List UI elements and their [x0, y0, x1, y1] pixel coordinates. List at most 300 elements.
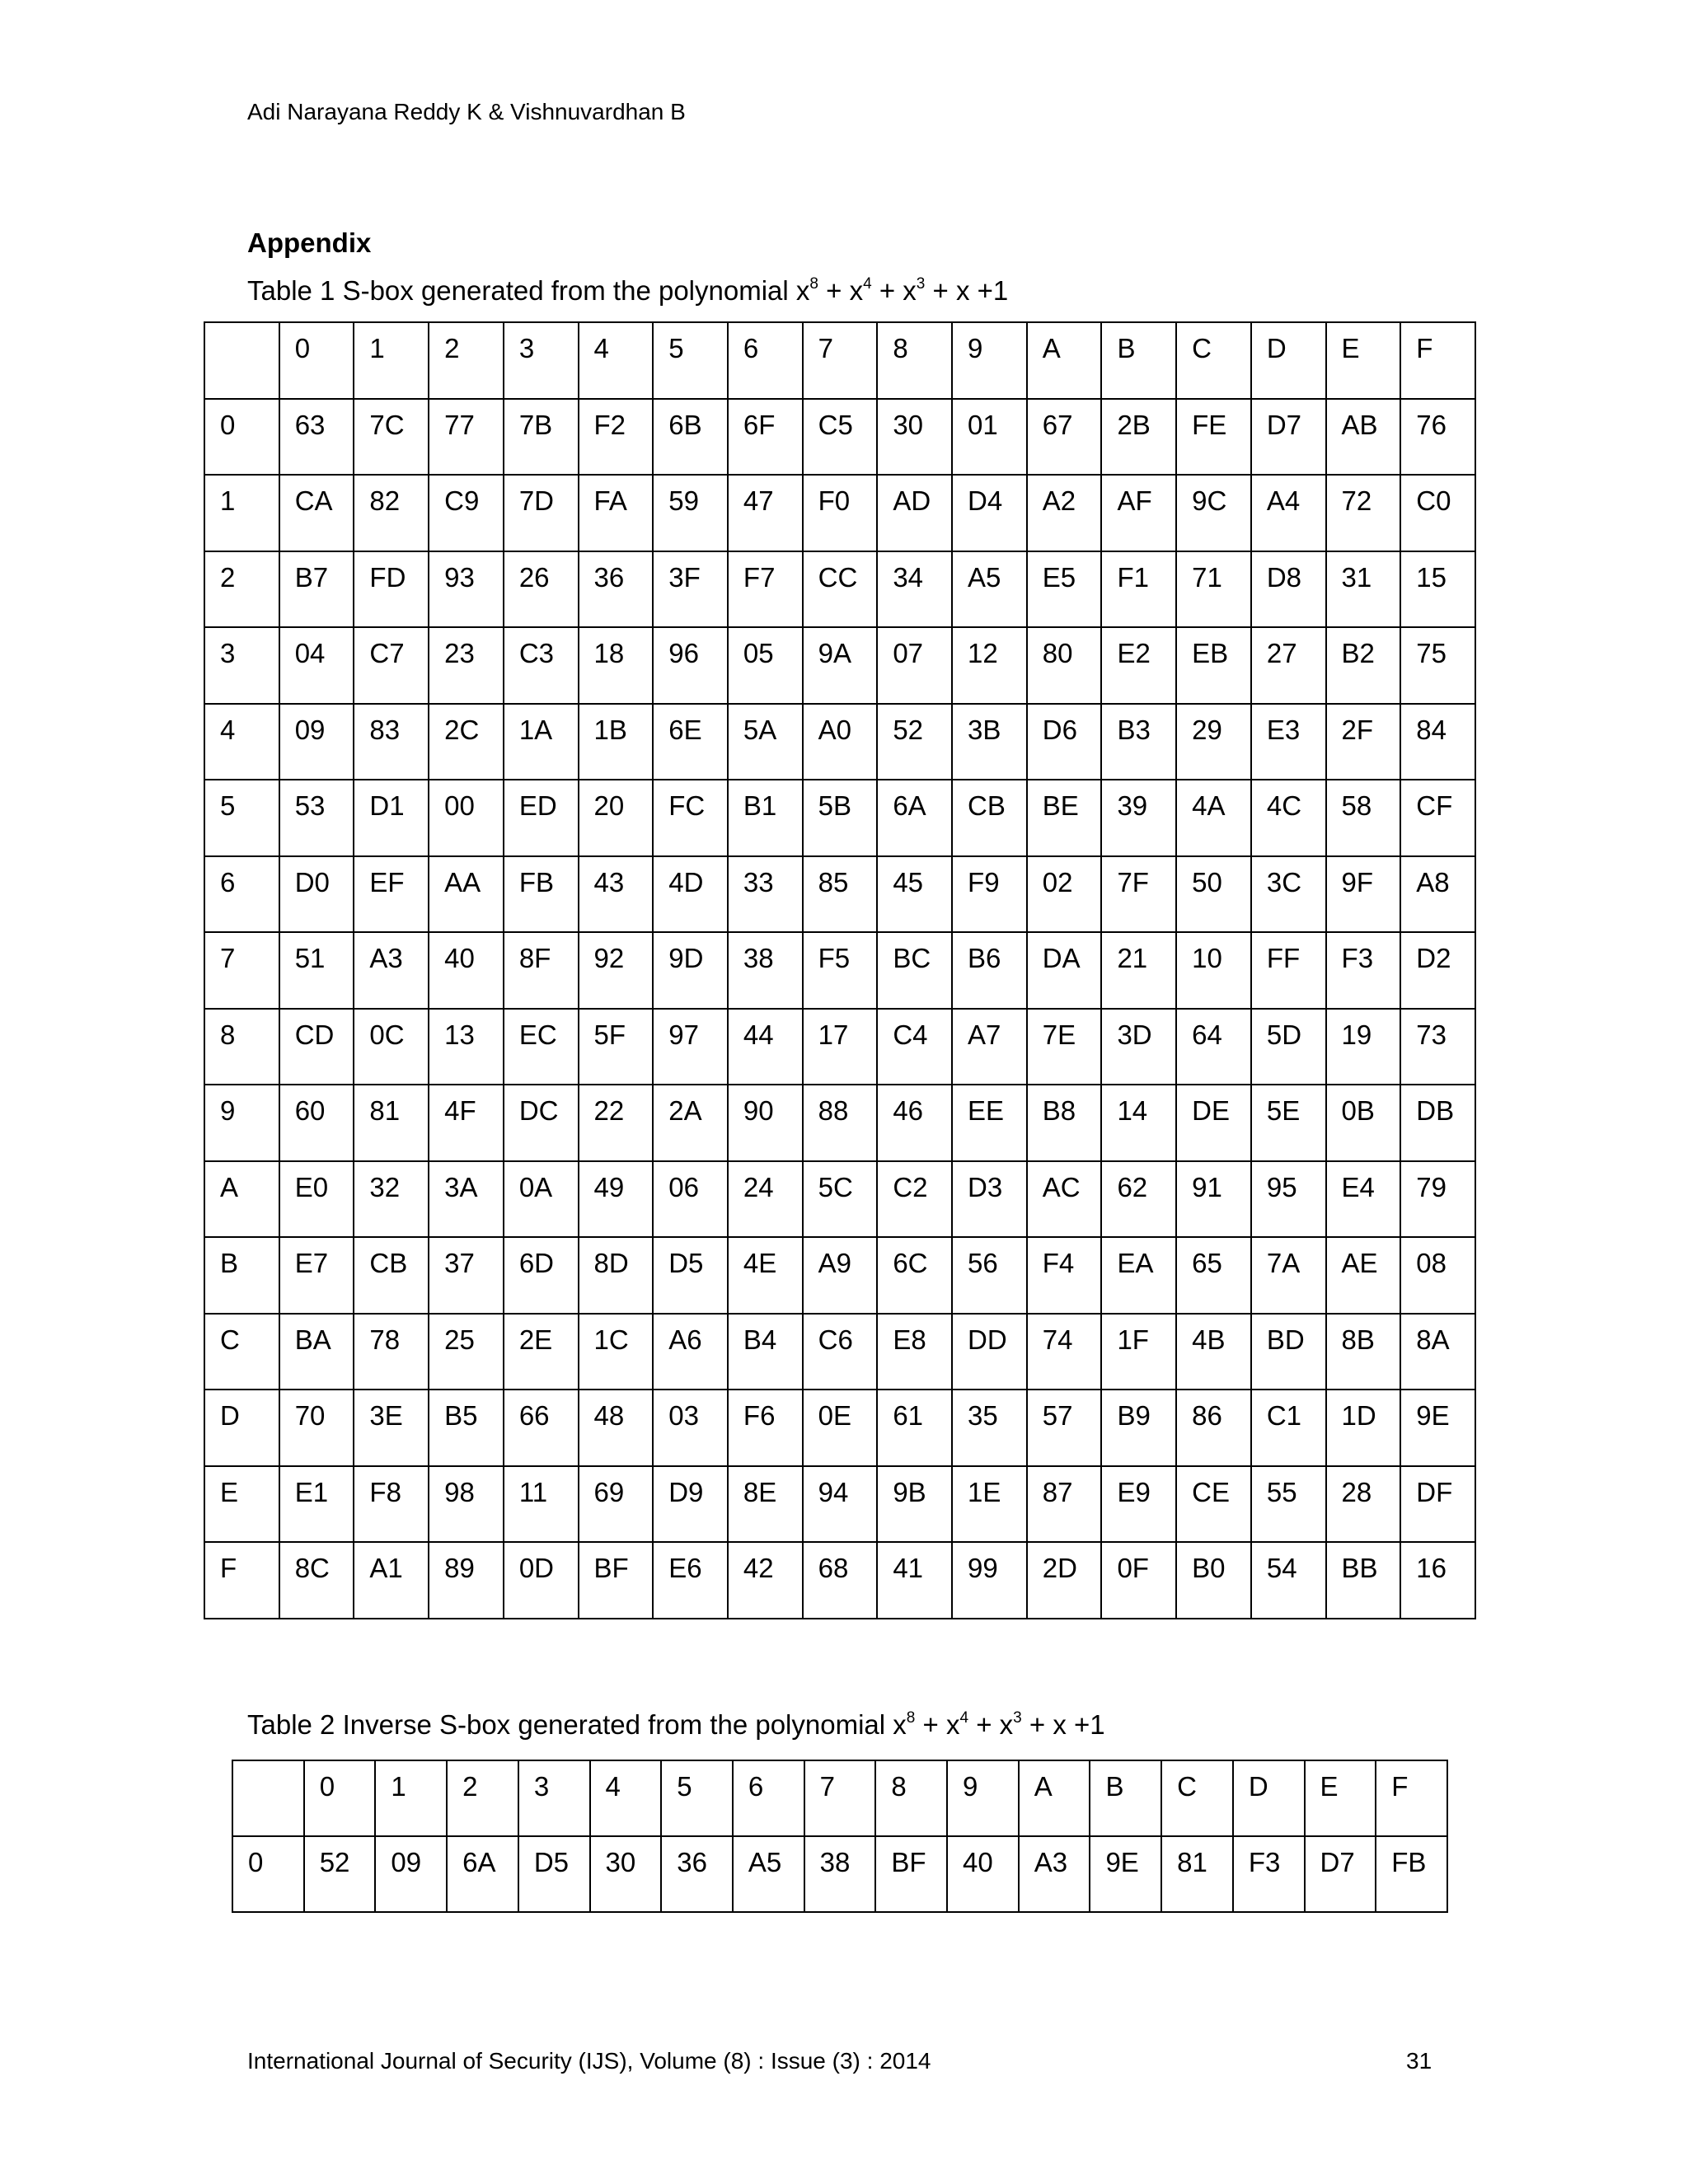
table-cell: E2 — [1101, 627, 1176, 704]
table-cell: 4F — [429, 1085, 504, 1161]
table-cell: 50 — [1176, 856, 1251, 933]
table-cell: 6D — [504, 1237, 579, 1314]
table-cell: BC — [877, 932, 952, 1009]
table-cell: 3C — [1251, 856, 1326, 933]
table-cell: D9 — [653, 1466, 728, 1543]
table-cell: B2 — [1326, 627, 1401, 704]
row-header-cell: B — [204, 1237, 279, 1314]
table-cell: 9E — [1090, 1836, 1161, 1912]
column-header-cell: D — [1233, 1760, 1305, 1836]
polynomial-operator: + x +1 — [1021, 1709, 1105, 1740]
column-header-cell: C — [1176, 322, 1251, 399]
table-cell: 6E — [653, 704, 728, 780]
table-cell: 07 — [877, 627, 952, 704]
table-cell: 06 — [653, 1161, 728, 1238]
table-cell: 52 — [877, 704, 952, 780]
table-row — [204, 1237, 1475, 1314]
table-cell: 13 — [429, 1009, 504, 1085]
column-header-cell: 8 — [875, 1760, 947, 1836]
table-cell: 36 — [661, 1836, 733, 1912]
section-heading-appendix: Appendix — [247, 227, 372, 258]
table-cell: 2C — [429, 704, 504, 780]
table-cell: 74 — [1027, 1314, 1102, 1390]
table-cell: 12 — [952, 627, 1027, 704]
inverse-sbox-table-header — [232, 1760, 1447, 1836]
table-cell: 09 — [279, 704, 354, 780]
row-header-cell: 3 — [204, 627, 279, 704]
inverse-sbox-header-row — [232, 1760, 1447, 1836]
column-header-cell: F — [1400, 322, 1475, 399]
table-cell: 22 — [579, 1085, 654, 1161]
table-cell: B1 — [728, 780, 803, 856]
table-cell: 3D — [1101, 1009, 1176, 1085]
table-cell: 81 — [1161, 1836, 1233, 1912]
table-cell: C0 — [1400, 475, 1475, 551]
table-cell: EC — [504, 1009, 579, 1085]
table-cell: E5 — [1027, 551, 1102, 628]
table-cell: 36 — [579, 551, 654, 628]
table-cell: 08 — [1400, 1237, 1475, 1314]
table-cell: 1A — [504, 704, 579, 780]
table-cell: C4 — [877, 1009, 952, 1085]
table-cell: 46 — [877, 1085, 952, 1161]
table-cell: BA — [279, 1314, 354, 1390]
table-cell: FD — [354, 551, 429, 628]
table-cell: 99 — [952, 1542, 1027, 1619]
table-cell: 3F — [653, 551, 728, 628]
table-cell: DF — [1400, 1466, 1475, 1543]
table-cell: AC — [1027, 1161, 1102, 1238]
table-cell: BF — [579, 1542, 654, 1619]
table-row — [204, 1542, 1475, 1619]
table-cell: B7 — [279, 551, 354, 628]
row-header-cell: 5 — [204, 780, 279, 856]
column-header-cell: A — [1019, 1760, 1090, 1836]
row-header-cell: 0 — [232, 1836, 304, 1912]
table-cell: 57 — [1027, 1390, 1102, 1466]
polynomial-term-base: x — [795, 275, 810, 306]
table-cell: F3 — [1233, 1836, 1305, 1912]
table-cell: 1F — [1101, 1314, 1176, 1390]
polynomial-operator: + — [818, 275, 850, 306]
table-cell: 02 — [1027, 856, 1102, 933]
table-cell: 56 — [952, 1237, 1027, 1314]
table-cell: D6 — [1027, 704, 1102, 780]
table-cell: CC — [803, 551, 878, 628]
table-cell: 97 — [653, 1009, 728, 1085]
table-cell: A7 — [952, 1009, 1027, 1085]
table-cell: D5 — [653, 1237, 728, 1314]
table-cell: 78 — [354, 1314, 429, 1390]
table-cell: EB — [1176, 627, 1251, 704]
column-header-cell: 5 — [653, 322, 728, 399]
table-cell: B8 — [1027, 1085, 1102, 1161]
column-header-cell: 5 — [661, 1760, 733, 1836]
table-row — [204, 1085, 1475, 1161]
table-2-caption-text: Table 2 Inverse S-box generated from the polynomial — [247, 1709, 893, 1740]
table-cell: 23 — [429, 627, 504, 704]
table-cell: 4C — [1251, 780, 1326, 856]
table-cell: AF — [1101, 475, 1176, 551]
table-row — [204, 1466, 1475, 1543]
table-cell: DD — [952, 1314, 1027, 1390]
table-cell: C1 — [1251, 1390, 1326, 1466]
table-cell: AA — [429, 856, 504, 933]
table-cell: DA — [1027, 932, 1102, 1009]
table-cell: 26 — [504, 551, 579, 628]
table-cell: 87 — [1027, 1466, 1102, 1543]
column-header-cell: 3 — [518, 1760, 590, 1836]
table-cell: 29 — [1176, 704, 1251, 780]
table-cell: CA — [279, 475, 354, 551]
row-header-cell: 1 — [204, 475, 279, 551]
table-cell: E0 — [279, 1161, 354, 1238]
table-cell: D5 — [518, 1836, 590, 1912]
table-cell: 66 — [504, 1390, 579, 1466]
table-cell: 7D — [504, 475, 579, 551]
column-header-cell: 1 — [375, 1760, 447, 1836]
table-cell: 7B — [504, 399, 579, 476]
row-header-cell: C — [204, 1314, 279, 1390]
table-cell: 25 — [429, 1314, 504, 1390]
table-cell: D1 — [354, 780, 429, 856]
table-cell: EA — [1101, 1237, 1176, 1314]
table-cell: 01 — [952, 399, 1027, 476]
table-cell: FB — [504, 856, 579, 933]
column-header-cell: 6 — [733, 1760, 804, 1836]
table-cell: 62 — [1101, 1161, 1176, 1238]
table-cell: 6A — [877, 780, 952, 856]
table-row — [204, 780, 1475, 856]
table-cell: D0 — [279, 856, 354, 933]
table-cell: 61 — [877, 1390, 952, 1466]
table-cell: EF — [354, 856, 429, 933]
table-cell: 59 — [653, 475, 728, 551]
table-cell: 64 — [1176, 1009, 1251, 1085]
table-cell: 0F — [1101, 1542, 1176, 1619]
table-cell: DB — [1400, 1085, 1475, 1161]
table-cell: A3 — [354, 932, 429, 1009]
table-cell: 93 — [429, 551, 504, 628]
table-cell: C2 — [877, 1161, 952, 1238]
sbox-table — [204, 321, 1476, 1619]
table-cell: B6 — [952, 932, 1027, 1009]
table-cell: 14 — [1101, 1085, 1176, 1161]
table-cell: 55 — [1251, 1466, 1326, 1543]
table-cell: 5F — [579, 1009, 654, 1085]
table-cell: E4 — [1326, 1161, 1401, 1238]
table-cell: 9F — [1326, 856, 1401, 933]
table-cell: 65 — [1176, 1237, 1251, 1314]
table-cell: 34 — [877, 551, 952, 628]
table-cell: C3 — [504, 627, 579, 704]
table-cell: 90 — [728, 1085, 803, 1161]
table-cell: 58 — [1326, 780, 1401, 856]
table-cell: 0C — [354, 1009, 429, 1085]
table-cell: D2 — [1400, 932, 1475, 1009]
table-cell: BB — [1326, 1542, 1401, 1619]
column-header-cell: E — [1305, 1760, 1376, 1836]
table-cell: 28 — [1326, 1466, 1401, 1543]
table-cell: 84 — [1400, 704, 1475, 780]
table-cell: B5 — [429, 1390, 504, 1466]
table-cell: 4A — [1176, 780, 1251, 856]
table-cell: 44 — [728, 1009, 803, 1085]
column-header-cell: 3 — [504, 322, 579, 399]
column-header-cell: 7 — [803, 322, 878, 399]
table-cell: 91 — [1176, 1161, 1251, 1238]
table-cell: 94 — [803, 1466, 878, 1543]
table-cell: E6 — [653, 1542, 728, 1619]
table-cell: 49 — [579, 1161, 654, 1238]
table-cell: 67 — [1027, 399, 1102, 476]
table-cell: A6 — [653, 1314, 728, 1390]
table-cell: 5B — [803, 780, 878, 856]
table-cell: FC — [653, 780, 728, 856]
table-cell: CB — [952, 780, 1027, 856]
table-cell: 24 — [728, 1161, 803, 1238]
table-cell: D7 — [1251, 399, 1326, 476]
table-cell: 6A — [447, 1836, 518, 1912]
table-cell: C5 — [803, 399, 878, 476]
table-cell: E9 — [1101, 1466, 1176, 1543]
table-cell: 9A — [803, 627, 878, 704]
table-cell: B9 — [1101, 1390, 1176, 1466]
table-row — [204, 475, 1475, 551]
table-cell: 40 — [947, 1836, 1019, 1912]
column-header-cell: E — [1326, 322, 1401, 399]
table-row — [204, 704, 1475, 780]
table-cell: E7 — [279, 1237, 354, 1314]
column-header-cell: 1 — [354, 322, 429, 399]
table-cell: F1 — [1101, 551, 1176, 628]
table-row — [204, 399, 1475, 476]
table-cell: 0E — [803, 1390, 878, 1466]
table-cell: F5 — [803, 932, 878, 1009]
table-cell: 4E — [728, 1237, 803, 1314]
row-header-cell: 6 — [204, 856, 279, 933]
table-cell: 20 — [579, 780, 654, 856]
table-cell: 92 — [579, 932, 654, 1009]
polynomial-operator: + — [915, 1709, 946, 1740]
table-cell: CF — [1400, 780, 1475, 856]
table-cell: 8C — [279, 1542, 354, 1619]
polynomial-term-exponent: 8 — [809, 275, 818, 293]
table-cell: 98 — [429, 1466, 504, 1543]
table-cell: 6F — [728, 399, 803, 476]
table-cell: 21 — [1101, 932, 1176, 1009]
table-cell: DC — [504, 1085, 579, 1161]
table-cell: F2 — [579, 399, 654, 476]
table-cell: 40 — [429, 932, 504, 1009]
table-cell: F8 — [354, 1466, 429, 1543]
table-cell: 41 — [877, 1542, 952, 1619]
table-cell: 39 — [1101, 780, 1176, 856]
column-header-cell: 4 — [590, 1760, 662, 1836]
table-cell: 04 — [279, 627, 354, 704]
table-cell: 0D — [504, 1542, 579, 1619]
table-cell: B0 — [1176, 1542, 1251, 1619]
corner-header-cell — [204, 322, 279, 399]
table-cell: A0 — [803, 704, 878, 780]
table-cell: 52 — [304, 1836, 376, 1912]
table-cell: 60 — [279, 1085, 354, 1161]
column-header-cell: 0 — [304, 1760, 376, 1836]
column-header-cell: B — [1090, 1760, 1161, 1836]
table-cell: 54 — [1251, 1542, 1326, 1619]
table-cell: 8F — [504, 932, 579, 1009]
table-cell: 31 — [1326, 551, 1401, 628]
table-cell: 1E — [952, 1466, 1027, 1543]
column-header-cell: 2 — [429, 322, 504, 399]
table-cell: 3B — [952, 704, 1027, 780]
table-cell: FA — [579, 475, 654, 551]
table-cell: 75 — [1400, 627, 1475, 704]
column-header-cell: 9 — [947, 1760, 1019, 1836]
table-cell: 73 — [1400, 1009, 1475, 1085]
column-header-cell: 6 — [728, 322, 803, 399]
polynomial-term-exponent: 8 — [906, 1709, 916, 1727]
table-cell: 17 — [803, 1009, 878, 1085]
table-cell: BE — [1027, 780, 1102, 856]
table-cell: 18 — [579, 627, 654, 704]
table-row — [204, 1390, 1475, 1466]
table-cell: A3 — [1019, 1836, 1090, 1912]
row-header-cell: 9 — [204, 1085, 279, 1161]
table-cell: D7 — [1305, 1836, 1376, 1912]
table-cell: 00 — [429, 780, 504, 856]
table-cell: 15 — [1400, 551, 1475, 628]
column-header-cell: 8 — [877, 322, 952, 399]
table-cell: 30 — [590, 1836, 662, 1912]
row-header-cell: 0 — [204, 399, 279, 476]
table-cell: ED — [504, 780, 579, 856]
table-cell: 1B — [579, 704, 654, 780]
table-cell: 9D — [653, 932, 728, 1009]
row-header-cell: F — [204, 1542, 279, 1619]
table-cell: A9 — [803, 1237, 878, 1314]
table-cell: 16 — [1400, 1542, 1475, 1619]
table-cell: 77 — [429, 399, 504, 476]
table-1-polynomial — [796, 275, 1008, 306]
table-cell: AB — [1326, 399, 1401, 476]
table-cell: 63 — [279, 399, 354, 476]
table-cell: A2 — [1027, 475, 1102, 551]
table-cell: B4 — [728, 1314, 803, 1390]
table-cell: 81 — [354, 1085, 429, 1161]
table-cell: 83 — [354, 704, 429, 780]
table-cell: D3 — [952, 1161, 1027, 1238]
table-cell: 4B — [1176, 1314, 1251, 1390]
column-header-cell: 4 — [579, 322, 654, 399]
column-header-cell: B — [1101, 322, 1176, 399]
table-cell: F0 — [803, 475, 878, 551]
column-header-cell: 7 — [804, 1760, 876, 1836]
table-cell: C9 — [429, 475, 504, 551]
table-cell: 6B — [653, 399, 728, 476]
table-cell: 05 — [728, 627, 803, 704]
table-cell: 3A — [429, 1161, 504, 1238]
table-cell: 6C — [877, 1237, 952, 1314]
table-cell: 03 — [653, 1390, 728, 1466]
table-cell: 1D — [1326, 1390, 1401, 1466]
table-cell: 8A — [1400, 1314, 1475, 1390]
table-row — [204, 627, 1475, 704]
table-cell: 5E — [1251, 1085, 1326, 1161]
table-cell: 9C — [1176, 475, 1251, 551]
table-cell: 96 — [653, 627, 728, 704]
table-cell: BD — [1251, 1314, 1326, 1390]
table-cell: 0B — [1326, 1085, 1401, 1161]
table-cell: 82 — [354, 475, 429, 551]
table-cell: F3 — [1326, 932, 1401, 1009]
table-cell: 51 — [279, 932, 354, 1009]
table-row — [204, 1314, 1475, 1390]
table-row — [232, 1836, 1447, 1912]
polynomial-operator: + x +1 — [925, 275, 1009, 306]
polynomial-term-exponent: 3 — [1013, 1709, 1022, 1727]
page-number: 31 — [1406, 2048, 1432, 2074]
polynomial-term-exponent: 4 — [863, 275, 872, 293]
table-1-caption — [247, 275, 1008, 307]
table-cell: 09 — [375, 1836, 447, 1912]
polynomial-term-base: x — [849, 275, 864, 306]
table-cell: 95 — [1251, 1161, 1326, 1238]
table-cell: FE — [1176, 399, 1251, 476]
polynomial-term-exponent: 3 — [916, 275, 926, 293]
table-cell: 38 — [804, 1836, 876, 1912]
table-cell: 85 — [803, 856, 878, 933]
column-header-cell: 2 — [447, 1760, 518, 1836]
table-cell: 27 — [1251, 627, 1326, 704]
table-cell: 3E — [354, 1390, 429, 1466]
table-cell: C6 — [803, 1314, 878, 1390]
table-cell: E1 — [279, 1466, 354, 1543]
table-cell: 19 — [1326, 1009, 1401, 1085]
table-cell: 2D — [1027, 1542, 1102, 1619]
table-cell: CE — [1176, 1466, 1251, 1543]
table-cell: 86 — [1176, 1390, 1251, 1466]
table-cell: EE — [952, 1085, 1027, 1161]
column-header-cell: A — [1027, 322, 1102, 399]
table-cell: 79 — [1400, 1161, 1475, 1238]
table-cell: C7 — [354, 627, 429, 704]
table-cell: 5A — [728, 704, 803, 780]
inverse-sbox-table-body — [232, 1836, 1447, 1912]
column-header-cell: D — [1251, 322, 1326, 399]
table-row — [204, 1161, 1475, 1238]
inverse-sbox-table — [232, 1760, 1448, 1913]
table-2-polynomial — [893, 1709, 1104, 1740]
row-header-cell: 2 — [204, 551, 279, 628]
table-cell: CD — [279, 1009, 354, 1085]
table-cell: A1 — [354, 1542, 429, 1619]
table-cell: AD — [877, 475, 952, 551]
table-cell: 69 — [579, 1466, 654, 1543]
row-header-cell: E — [204, 1466, 279, 1543]
table-cell: D8 — [1251, 551, 1326, 628]
table-cell: AE — [1326, 1237, 1401, 1314]
table-cell: 11 — [504, 1466, 579, 1543]
table-cell: E8 — [877, 1314, 952, 1390]
sbox-table-header — [204, 322, 1475, 399]
table-cell: 5D — [1251, 1009, 1326, 1085]
table-row — [204, 1009, 1475, 1085]
table-cell: FB — [1376, 1836, 1447, 1912]
table-cell: 33 — [728, 856, 803, 933]
polynomial-term-base: x — [999, 1709, 1014, 1740]
table-cell: 2E — [504, 1314, 579, 1390]
